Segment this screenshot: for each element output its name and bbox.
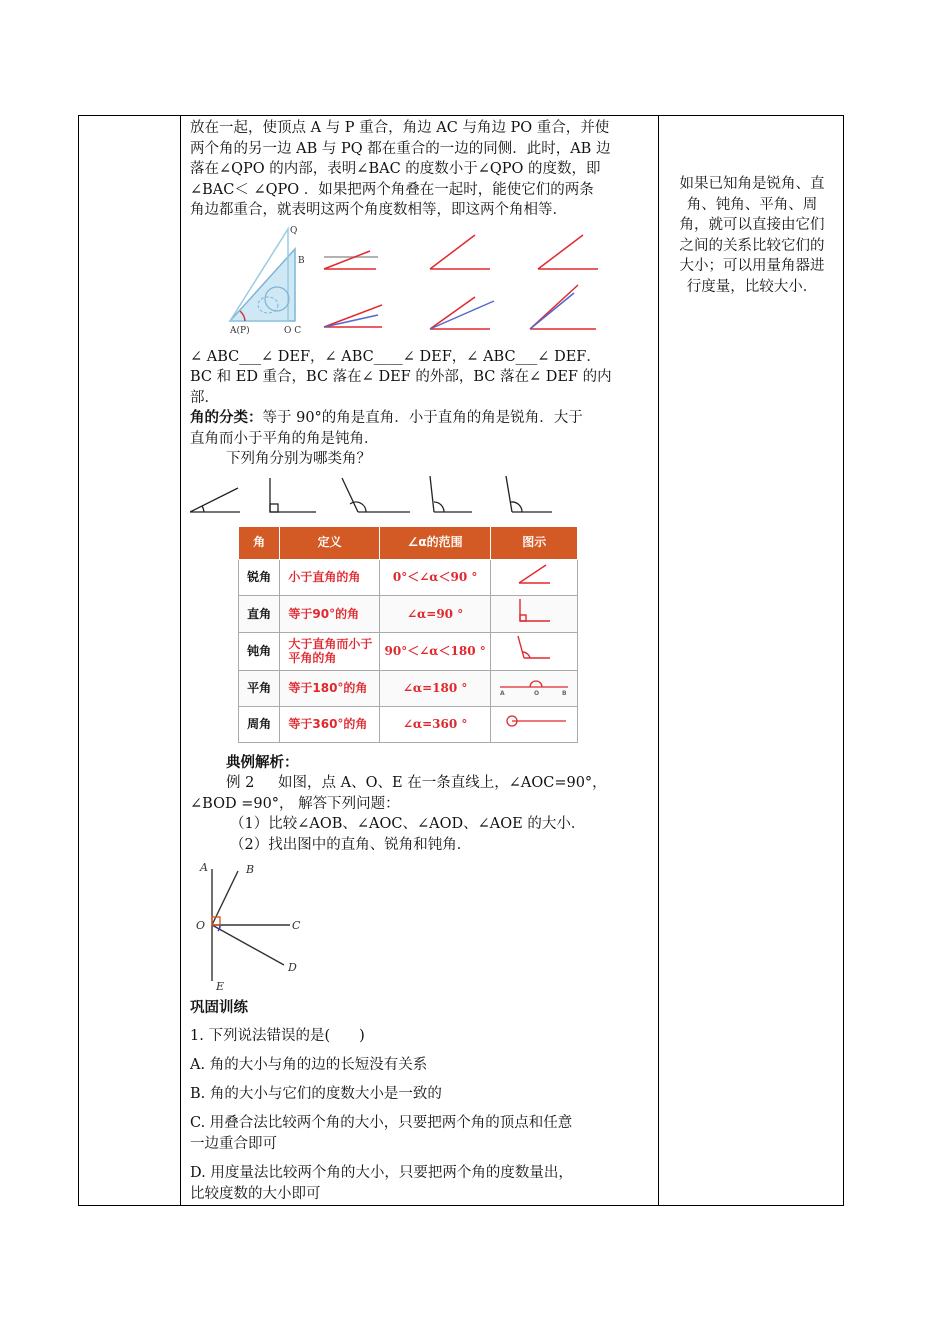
main-content xyxy=(190,118,652,1213)
intro-line: 放在一起，使顶点 A 与 P 重合，角边 AC 与角边 PO 重合，并使 xyxy=(190,120,610,136)
angle-range: 0°＜∠α＜90 ° xyxy=(379,559,491,595)
compare-line: 部． xyxy=(190,389,219,406)
table-row xyxy=(239,706,578,742)
angle-range: ∠α=180 ° xyxy=(379,670,491,706)
classification-question: 下列角分别为哪类角？ xyxy=(226,451,371,467)
right-angle-diagram xyxy=(491,595,578,633)
side-note-line: 行度量，比较大小． xyxy=(686,278,818,295)
classification-label: 角的分类： xyxy=(190,409,263,426)
example-text: 例 2 如图，点 A、O、E 在一条直线上，∠AOC=90°， xyxy=(226,775,607,791)
practice-question: 1. 下列说法错误的是( ) xyxy=(190,1028,365,1044)
practice-option-d: D. 用度量法比较两个角的大小，只要把两个角的度数量出， xyxy=(190,1165,573,1181)
svg-text:A: A xyxy=(500,689,505,697)
svg-text:O C: O C xyxy=(284,325,302,336)
angle-definition: 等于360°的角 xyxy=(280,706,379,742)
angle-range: 90°＜∠α＜180 ° xyxy=(379,633,491,671)
angle-name: 直角 xyxy=(239,595,280,633)
practice-option-d-cont: 比较度数的大小即可 xyxy=(190,1186,321,1202)
practice-heading: 巩固训练 xyxy=(190,999,248,1016)
compare-line: BC 和 ED 重合，BC 落在∠ DEF 的外部，BC 落在∠ DEF 的内 xyxy=(190,369,612,385)
example-angle-figure xyxy=(190,857,330,991)
side-note-line: 大小；可以用量角器进 xyxy=(679,258,825,274)
practice-option-c: C. 用叠合法比较两个角的大小，只要把两个角的顶点和任意 xyxy=(190,1115,573,1131)
example-heading: 典例解析： xyxy=(226,753,299,771)
angle-comparison-figure xyxy=(190,221,652,347)
angle-range: ∠α=90 ° xyxy=(379,595,491,633)
table-row xyxy=(239,633,578,671)
svg-text:C: C xyxy=(292,919,301,932)
angle-classification-table xyxy=(238,526,578,743)
angle-types-figure xyxy=(190,472,652,520)
svg-text:Q: Q xyxy=(290,225,298,236)
angle-name: 周角 xyxy=(239,706,280,742)
obtuse-angle-diagram xyxy=(491,633,578,671)
table-header: 图示 xyxy=(491,526,578,559)
svg-text:B: B xyxy=(298,255,305,266)
intro-line: 落在∠QPO 的内部，表明∠BAC 的度数小于∠QPO 的度数，即 xyxy=(190,161,601,177)
practice-section xyxy=(190,997,652,1205)
intro-line: ∠BAC＜ ∠QPO ．如果把两个角叠在一起时，能使它们的两条 xyxy=(190,181,594,198)
intro-line: 两个角的另一边 AB 与 PQ 都在重合的一边的同侧．此时，AB 边 xyxy=(190,140,611,157)
example-question: （1）比较∠AOB、∠AOC、∠AOD、∠AOE 的大小． xyxy=(230,816,586,832)
side-note-line: 如果已知角是锐角、直 xyxy=(679,176,825,192)
angle-definition: 小于直角的角 xyxy=(280,559,379,595)
angle-name: 锐角 xyxy=(239,559,280,595)
practice-option-a: A. 角的大小与角的边的长短没有关系 xyxy=(190,1057,428,1073)
table-row xyxy=(239,670,578,706)
straight-angle-diagram xyxy=(491,670,578,706)
intro-line: 角边都重合，就表明这两个角度数相等，即这两个角相等． xyxy=(190,202,567,218)
table-row xyxy=(239,559,578,595)
angle-pair-1 xyxy=(324,251,382,327)
svg-text:E: E xyxy=(216,980,225,991)
svg-text:O: O xyxy=(534,689,540,697)
table-header: 角 xyxy=(239,526,280,559)
classification-text: 直角而小于平角的角是钝角． xyxy=(190,430,379,447)
practice-option-b: B. 角的大小与它们的度数大小是一致的 xyxy=(190,1086,442,1102)
compare-line: ∠ ABC___∠ DEF，∠ ABC____∠ DEF，∠ ABC___∠ DEF． xyxy=(190,348,601,365)
full-angle-diagram xyxy=(491,706,578,742)
example-question: （2）找出图中的直角、锐角和钝角． xyxy=(230,836,472,853)
angle-definition: 大于直角而小于平角的角 xyxy=(280,633,379,671)
table-header: 定义 xyxy=(280,526,379,559)
practice-option-c-cont: 一边重合即可 xyxy=(190,1136,277,1152)
svg-text:D: D xyxy=(288,961,297,974)
angle-name: 钝角 xyxy=(239,633,280,671)
svg-text:O: O xyxy=(196,919,206,932)
angle-pair-3 xyxy=(530,235,598,329)
triangle-ruler-figure xyxy=(229,226,305,336)
side-note-line: 角、钝角、平角、周 xyxy=(686,196,818,213)
angle-pair-2 xyxy=(430,235,494,329)
side-note-line: 角，就可以直接由它们 xyxy=(679,217,825,233)
column-divider-2 xyxy=(658,116,659,1205)
svg-text:A: A xyxy=(200,861,208,874)
angle-definition: 等于180°的角 xyxy=(280,670,379,706)
angle-definition: 等于90°的角 xyxy=(280,595,379,633)
example-text: ∠BOD =90°， 解答下列问题： xyxy=(190,795,400,812)
angle-name: 平角 xyxy=(239,670,280,706)
table-header: ∠α的范围 xyxy=(379,526,491,559)
table-row xyxy=(239,595,578,633)
angle-range: ∠α=360 ° xyxy=(379,706,491,742)
classification-text: 等于 90°的角是直角．小于直角的角是锐角．大于 xyxy=(262,410,583,426)
acute-angle-diagram xyxy=(491,559,578,595)
side-note-line: 之间的关系比较它们的 xyxy=(679,237,825,254)
svg-text:B: B xyxy=(246,863,255,876)
side-note xyxy=(666,174,838,297)
svg-text:A(P): A(P) xyxy=(230,325,250,336)
column-divider-1 xyxy=(180,116,181,1205)
svg-text:B: B xyxy=(562,689,567,697)
